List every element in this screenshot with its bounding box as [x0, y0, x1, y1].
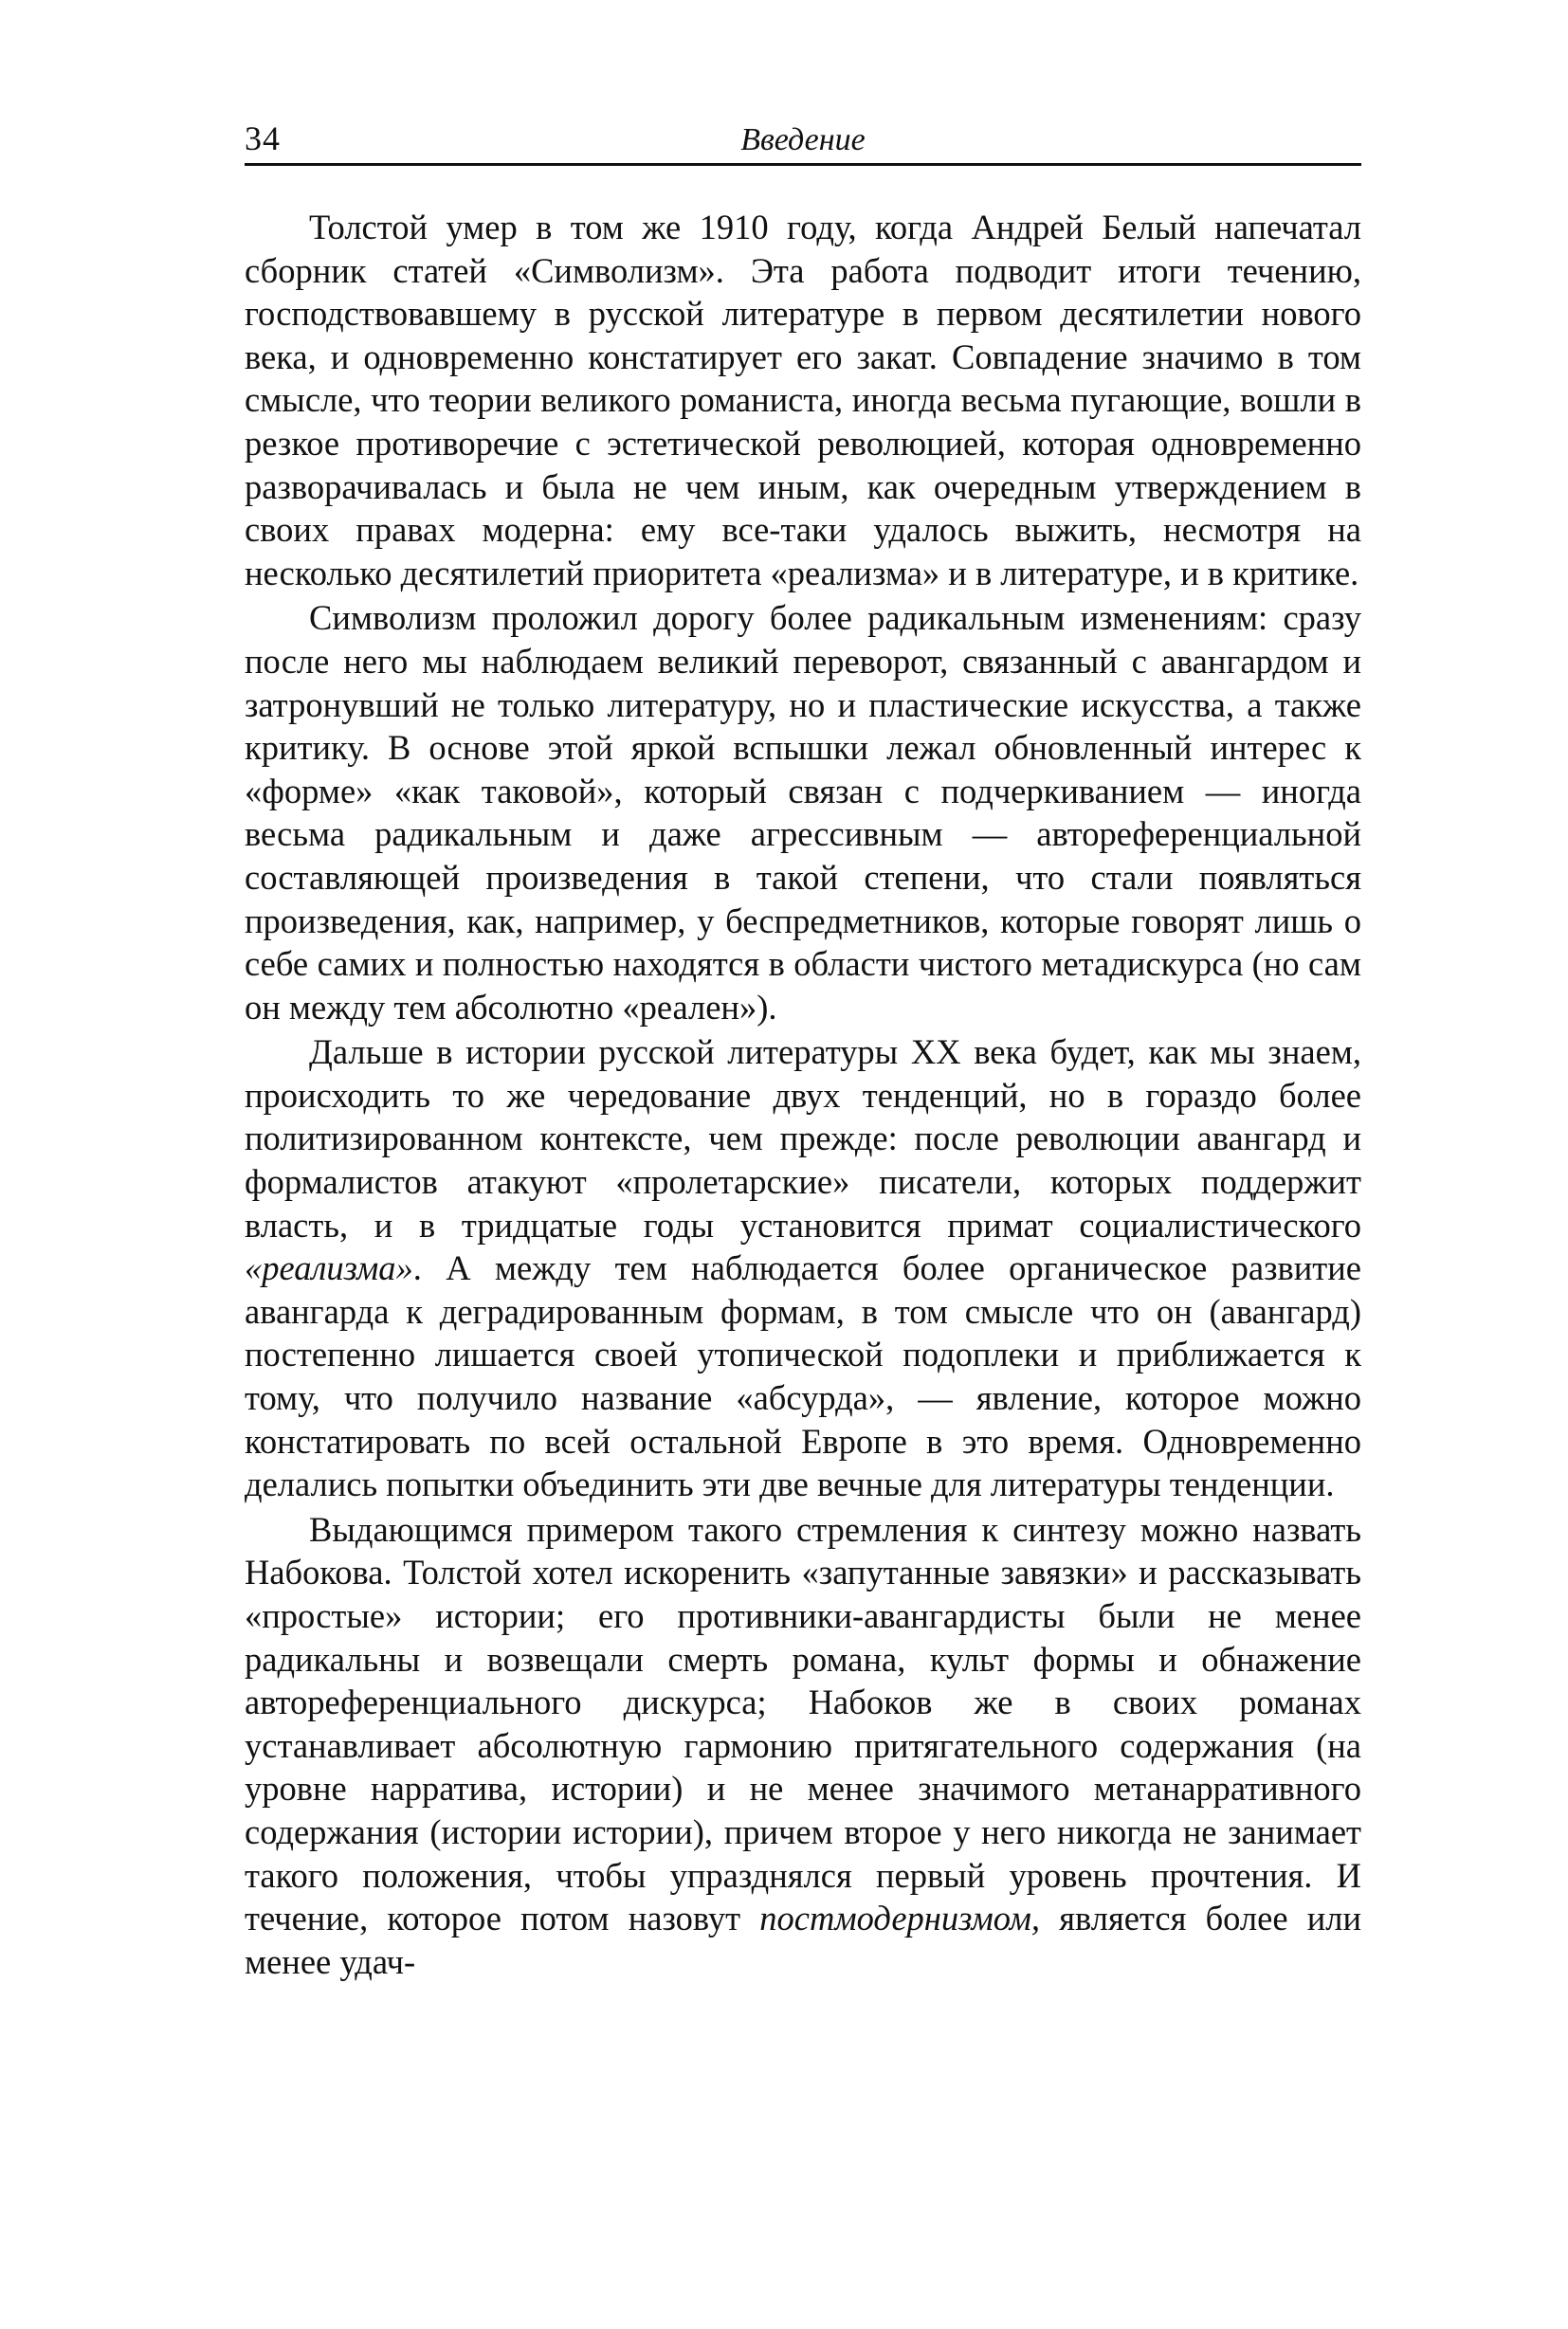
- book-page: [245, 114, 1361, 1983]
- page-header: [245, 114, 1361, 166]
- page-number: 34: [245, 119, 281, 157]
- paragraph-4-text-end: является более или менее удач-: [245, 1899, 1361, 1981]
- paragraph-3-text-start: Дальше в истории русской литературы XX века будет, как мы знаем, происходить то же чередование двух тенденций, но в гораздо более политизированном контексте, чем прежде: после революции авангард и формалистов атакуют «пролетарские» писатели, которых поддержит власть, и в тридцатые годы установится примат социалистического: [245, 1032, 1361, 1245]
- paragraph-4-text-start: Выдающимся примером такого стремления к синтезу можно назвать Набокова. Толстой хотел искоренить «запутанные завязки» и рассказывать «простые» истории; его противники-авангардисты были не менее радикальны и возвещали смерть романа, культ формы и обнажение автореференциального дискурса; Набоков же в своих романах устанавливает абсолютную гармонию притягательного содержания (на уровне нарратива, истории) и не менее значимого метанарративного содержания (истории истории), причем второе у него никогда не занимает такого положения, чтобы упразднялся первый уровень прочтения. И течение, которое потом назовут: [245, 1509, 1361, 1938]
- paragraph-3: [245, 1030, 1361, 1506]
- paragraph-2: Символизм проложил дорогу более радикальным изменениям: сразу после него мы наблюдаем великий переворот, связанный с авангардом и затронувший не только литературу, но и пластические искусства, а также критику. В основе этой яркой вспышки лежал обновленный интерес к «форме» «как таковой», который связан с подчеркиванием — иногда весьма радикальным и даже агрессивным — автореференциальной составляющей произведения в такой степени, что стали появляться произведения, как, например, у беспредметников, которые говорят лишь о себе самих и полностью находятся в области чистого метадискурса (но сам он между тем абсолютно «реален»).: [245, 598, 1361, 1027]
- paragraph-3-text-end: . А между тем наблюдается более органическое развитие авангарда к деградированным формам, в том смысле что он (авангард) постепенно лишается своей утопической подоплеки и приближается к тому, что получило название «абсурда», — явление, которое можно констатировать по всей остальной Европе в это время. Одновременно делались попытки объединить эти две вечные для литературы тенденции.: [245, 1248, 1361, 1504]
- emphasis-realism: «реализма»: [245, 1248, 413, 1288]
- emphasis-postmodernism: постмодернизмом,: [759, 1899, 1041, 1938]
- running-title: Введение: [740, 122, 866, 157]
- paragraph-1: Толстой умер в том же 1910 году, когда Андрей Белый напечатал сборник статей «Символизм». Эта работа подводит итоги течению, господствовавшему в русской литературе в первом десятилетии нового века, и одновременно констатирует его закат. Совпадение значимо в том смысле, что теории великого романиста, иногда весьма пугающие, вошли в резкое противоречие с эстетической революцией, которая одновременно разворачивалась и была не чем иным, как очередным утверждением в своих правах модерна: ему все-таки удалось выжить, несмотря на несколько десятилетий приоритета «реализма» и в литературе, и в критике.: [245, 208, 1361, 592]
- paragraph-4: [245, 1508, 1361, 1984]
- body-text: [245, 206, 1361, 1983]
